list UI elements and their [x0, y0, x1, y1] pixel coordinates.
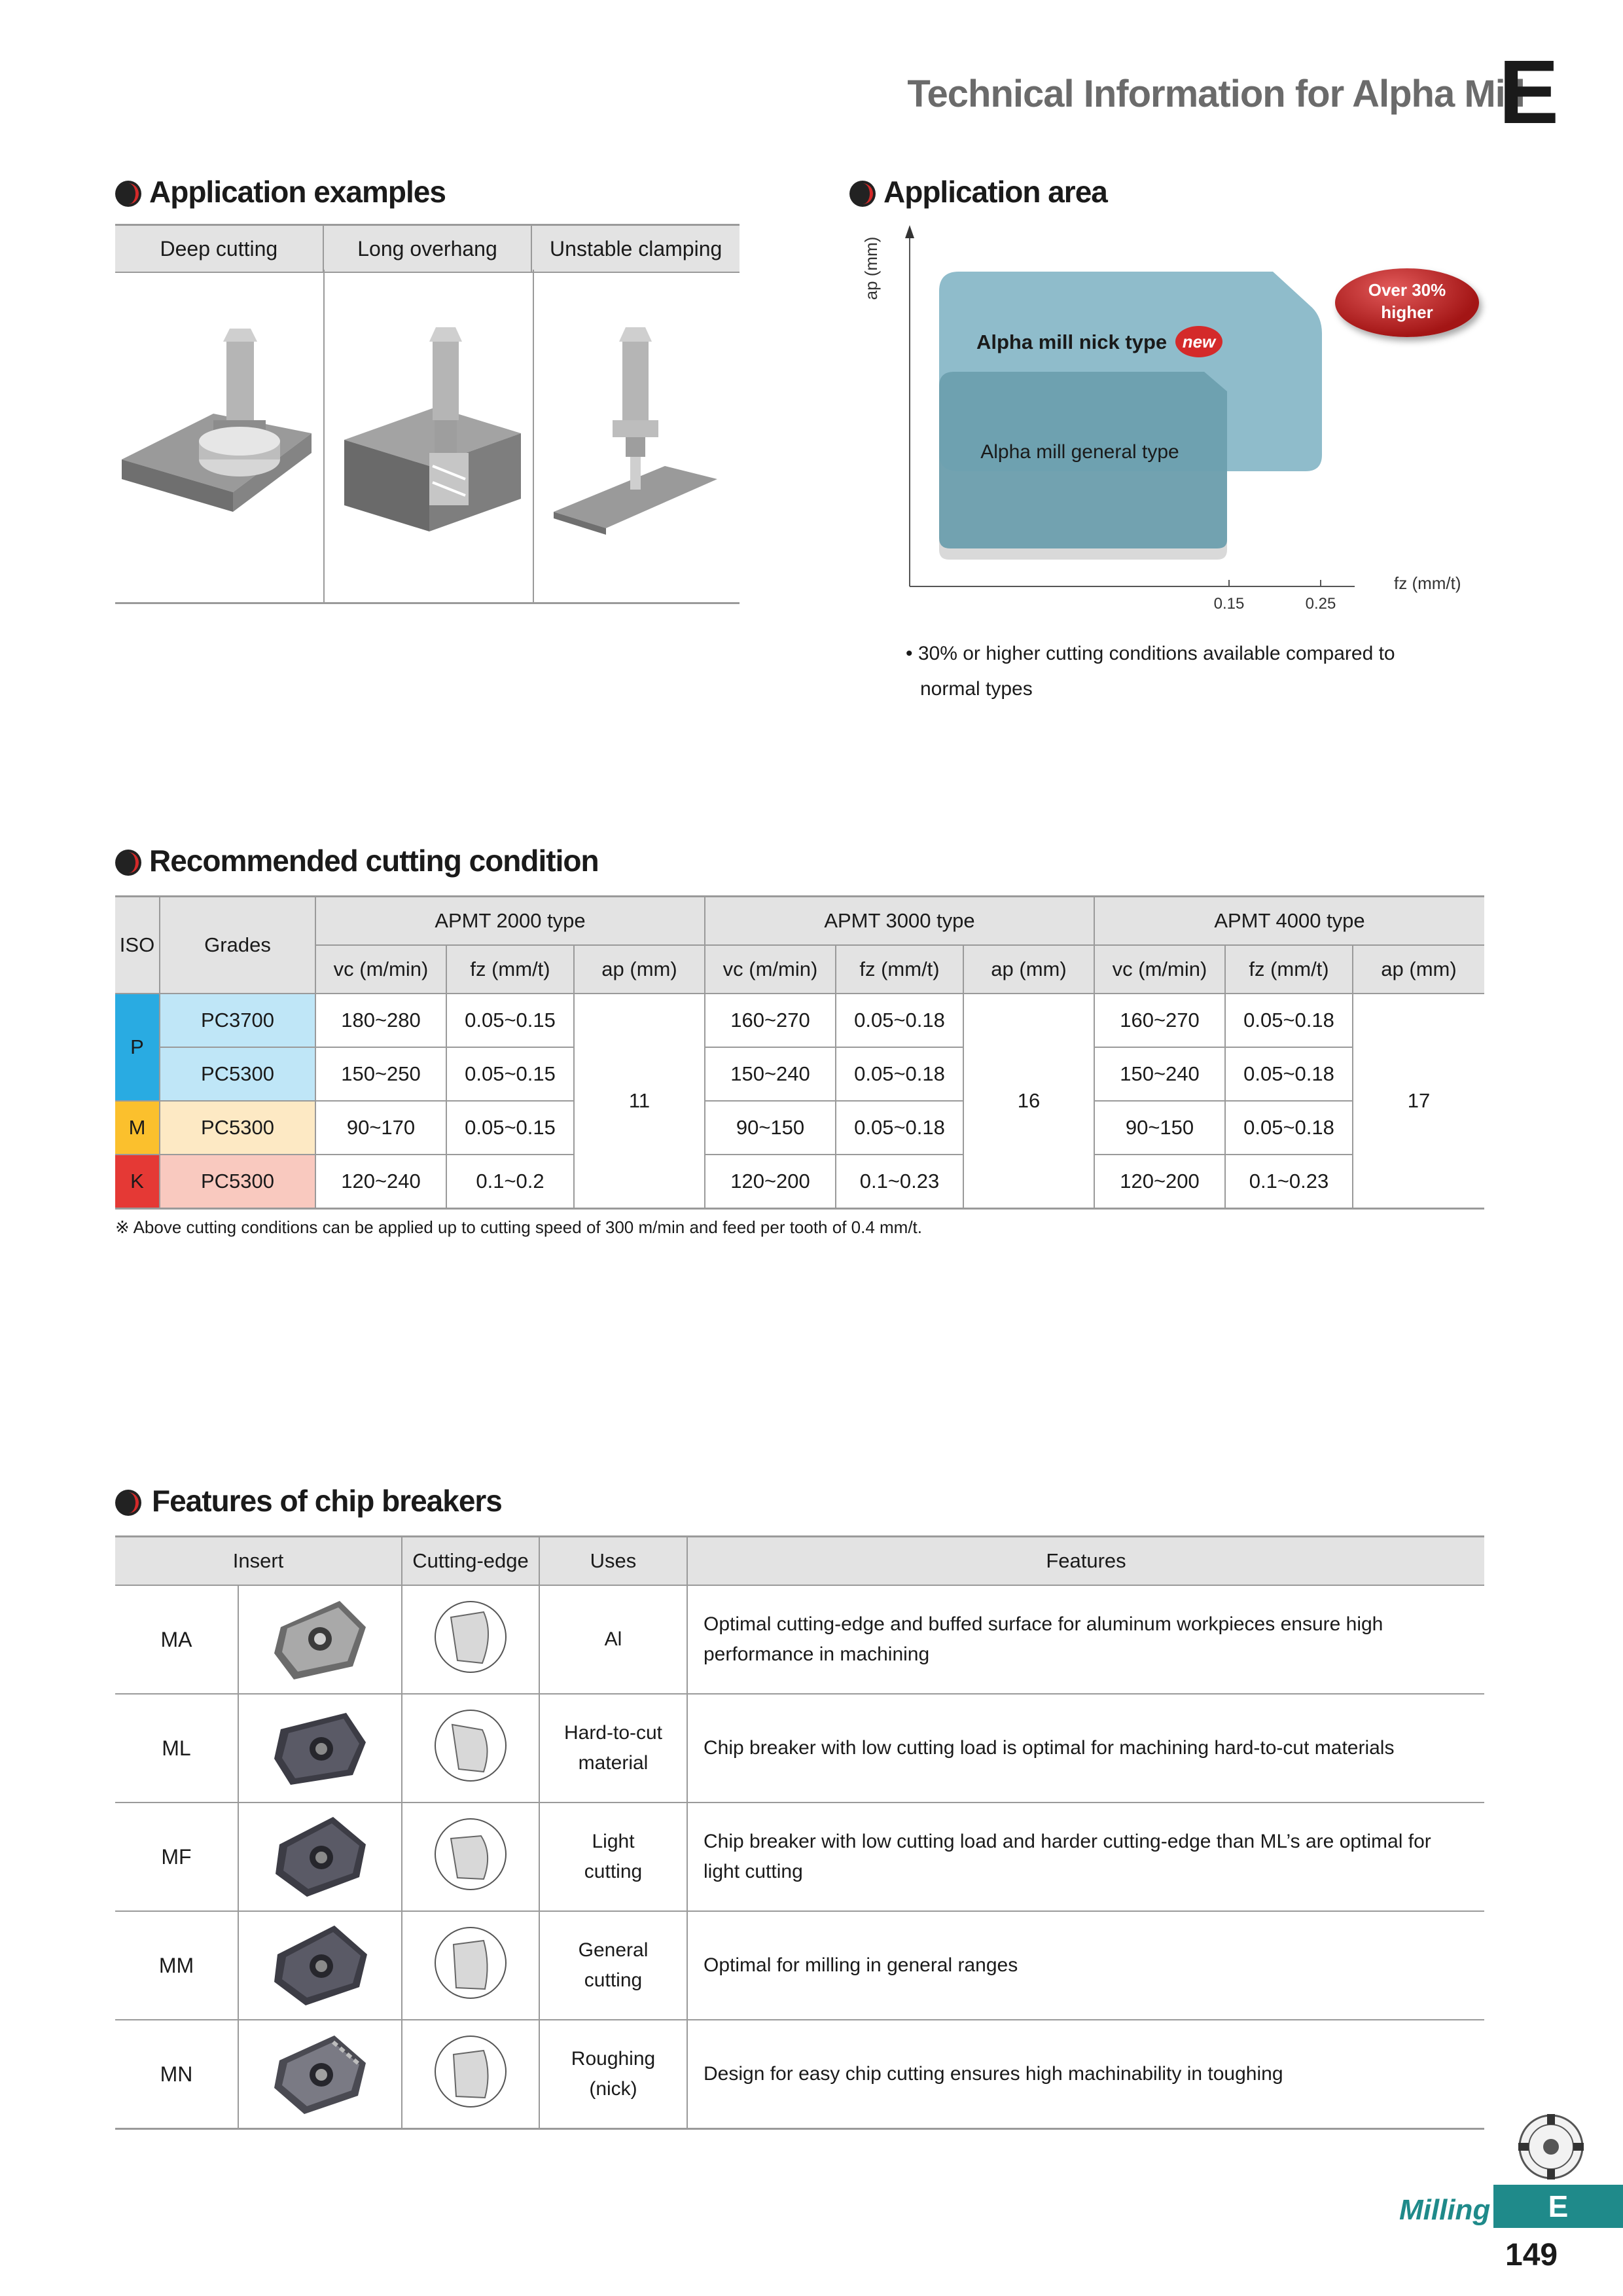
fz-cell: 0.05~0.18: [836, 1101, 963, 1155]
cutting-condition-table: [115, 895, 1484, 1210]
vc-cell: 150~240: [705, 1047, 836, 1101]
long-overhang-illustration: [325, 270, 534, 602]
features-cell: [687, 1694, 1484, 1803]
examples-col-header: Deep cutting: [115, 226, 324, 272]
feature-line: Chip breaker with low cutting load and harder cutting-edge than ML’s are optimal for: [704, 1831, 1431, 1852]
vc-cell: 90~150: [705, 1101, 836, 1155]
subheader: ap (mm): [1353, 945, 1484, 994]
fz-cell: 0.05~0.18: [1225, 1047, 1353, 1101]
type-header: APMT 4000 type: [1094, 897, 1484, 946]
insert-image: [238, 1694, 402, 1803]
fz-cell: 0.05~0.18: [836, 1047, 963, 1101]
subheader: vc (m/min): [705, 945, 836, 994]
vc-cell: 160~270: [705, 994, 836, 1047]
examples-table-header: [115, 224, 740, 273]
section-title-cutting-condition: Recommended cutting condition: [149, 844, 599, 878]
table-row: [115, 1694, 1484, 1803]
fz-cell: 0.05~0.15: [446, 1101, 574, 1155]
vc-cell: 120~200: [705, 1155, 836, 1209]
uses-line: material: [578, 1752, 649, 1774]
cutting-edge-profile-icon: [402, 2020, 539, 2129]
note-line: • 30% or higher cutting conditions available compared to: [906, 643, 1395, 664]
vc-cell: 150~240: [1094, 1047, 1225, 1101]
grade-cell: PC5300: [160, 1101, 315, 1155]
table-row: [115, 1047, 1484, 1101]
features-cell: [687, 1585, 1484, 1694]
vc-cell: 160~270: [1094, 994, 1225, 1047]
features-cell: [687, 1911, 1484, 2020]
vc-cell: 120~240: [315, 1155, 446, 1209]
over-30-badge: [1335, 268, 1479, 337]
application-area-note: [906, 636, 1395, 707]
uses-cell: [539, 2020, 687, 2129]
cutting-edge-profile-icon: [402, 1911, 539, 2020]
badge-line-2: higher: [1381, 302, 1433, 322]
feature-line: Chip breaker with low cutting load is optimal for machining hard-to-cut materials: [704, 1737, 1395, 1759]
grade-cell: PC3700: [160, 994, 315, 1047]
features-header: Features: [687, 1537, 1484, 1586]
subheader: ap (mm): [574, 945, 705, 994]
uses-cell: [539, 1803, 687, 1911]
grades-header: Grades: [160, 897, 315, 994]
feature-line: performance in machining: [704, 1643, 930, 1665]
deep-cutting-illustration: [115, 270, 325, 602]
table-row: [115, 1803, 1484, 1911]
uses-line: Light: [592, 1831, 635, 1852]
iso-header: ISO: [115, 897, 160, 994]
insert-code: MA: [115, 1585, 238, 1694]
vc-cell: 120~200: [1094, 1155, 1225, 1209]
fz-cell: 0.05~0.18: [1225, 1101, 1353, 1155]
chip-breakers-table: [115, 1535, 1484, 2130]
insert-header: Insert: [115, 1537, 402, 1586]
arrow-bullet-icon: [115, 1490, 141, 1516]
grade-cell: PC5300: [160, 1155, 315, 1209]
subheader: fz (mm/t): [1225, 945, 1353, 994]
section-title-application-examples: Application examples: [149, 175, 446, 209]
features-cell: [687, 1803, 1484, 1911]
y-axis-label: ap (mm): [861, 236, 881, 300]
uses-line: General: [578, 1939, 649, 1961]
section-title-chip-breakers: Features of chip breakers: [152, 1484, 502, 1518]
examples-table-body: [115, 270, 740, 604]
insert-code: MM: [115, 1911, 238, 2020]
uses-cell: [539, 1585, 687, 1694]
cutting-edge-header: Cutting-edge: [402, 1537, 539, 1586]
series-label-nick: Alpha mill nick type: [976, 331, 1168, 353]
svg-text:new: new: [1182, 332, 1216, 351]
page-header-title: Technical Information for Alpha Mill: [907, 73, 1525, 115]
insert-image: [238, 1911, 402, 2020]
uses-line: (nick): [589, 2078, 637, 2100]
fz-cell: 0.1~0.23: [836, 1155, 963, 1209]
milling-cutter-icon: [1517, 2113, 1585, 2181]
x-tick-label: 0.15: [1213, 595, 1245, 613]
uses-line: Roughing: [571, 2048, 656, 2070]
new-badge-icon: [1175, 326, 1222, 357]
cutting-edge-profile-icon: [402, 1585, 539, 1694]
fz-cell: 0.05~0.18: [1225, 994, 1353, 1047]
iso-cell-p: P: [115, 994, 160, 1101]
unstable-clamping-illustration: [534, 270, 742, 602]
footer-category: Milling: [1399, 2194, 1491, 2226]
fz-cell: 0.1~0.2: [446, 1155, 574, 1209]
examples-col-header: Unstable clamping: [550, 237, 722, 260]
table-row: [115, 1101, 1484, 1155]
vc-cell: 180~280: [315, 994, 446, 1047]
grade-cell: PC5300: [160, 1047, 315, 1101]
section-letter: E: [1499, 42, 1560, 143]
type-header: APMT 2000 type: [315, 897, 705, 946]
iso-cell-k: K: [115, 1155, 160, 1209]
uses-line: Hard-to-cut: [563, 1722, 663, 1744]
insert-image: [238, 1585, 402, 1694]
table-row: [115, 1155, 1484, 1209]
fz-cell: 0.05~0.15: [446, 1047, 574, 1101]
feature-line: Optimal for milling in general ranges: [704, 1954, 1018, 1976]
vc-cell: 90~150: [1094, 1101, 1225, 1155]
fz-cell: 0.05~0.15: [446, 994, 574, 1047]
type-header: APMT 3000 type: [705, 897, 1094, 946]
badge-line-1: Over 30%: [1368, 280, 1446, 300]
features-cell: [687, 2020, 1484, 2129]
feature-line: Optimal cutting-edge and buffed surface for aluminum workpieces ensure high: [704, 1613, 1383, 1635]
iso-cell-m: M: [115, 1101, 160, 1155]
fz-cell: 0.05~0.18: [836, 994, 963, 1047]
section-title-application-area: Application area: [883, 175, 1107, 209]
uses-line: cutting: [584, 1861, 643, 1882]
x-axis-label: fz (mm/t): [1394, 573, 1461, 593]
note-line: normal types: [920, 678, 1033, 700]
insert-code: ML: [115, 1694, 238, 1803]
insert-code: MN: [115, 2020, 238, 2129]
arrow-bullet-icon: [115, 181, 141, 207]
subheader: ap (mm): [963, 945, 1094, 994]
table-row: [115, 2020, 1484, 2129]
arrow-bullet-icon: [849, 181, 876, 207]
vc-cell: 150~250: [315, 1047, 446, 1101]
x-tick-label: 0.25: [1305, 595, 1336, 613]
subheader: fz (mm/t): [836, 945, 963, 994]
insert-code: MF: [115, 1803, 238, 1911]
table-row: [115, 994, 1484, 1047]
insert-image: [238, 2020, 402, 2129]
uses-line: cutting: [584, 1969, 643, 1991]
cutting-note: ※ Above cutting conditions can be applied up to cutting speed of 300 m/min and feed per tooth of 0.4 mm/t.: [115, 1217, 923, 1237]
ap-cell: 17: [1353, 994, 1484, 1209]
table-row: [115, 1911, 1484, 2020]
uses-cell: [539, 1911, 687, 2020]
ap-cell: 11: [574, 994, 705, 1209]
cutting-edge-profile-icon: [402, 1803, 539, 1911]
feature-line: light cutting: [704, 1861, 803, 1882]
subheader: fz (mm/t): [446, 945, 574, 994]
uses-line: Al: [604, 1628, 622, 1650]
series-label-general: Alpha mill general type: [980, 441, 1179, 463]
feature-line: Design for easy chip cutting ensures high machinability in toughing: [704, 2063, 1283, 2085]
fz-cell: 0.1~0.23: [1225, 1155, 1353, 1209]
cutting-edge-profile-icon: [402, 1694, 539, 1803]
examples-col-header: Long overhang: [324, 226, 533, 272]
ap-cell: 16: [963, 994, 1094, 1209]
insert-image: [238, 1803, 402, 1911]
arrow-bullet-icon: [115, 850, 141, 876]
uses-header: Uses: [539, 1537, 687, 1586]
table-row: [115, 1585, 1484, 1694]
subheader: vc (m/min): [315, 945, 446, 994]
uses-cell: [539, 1694, 687, 1803]
footer-section-box: E: [1493, 2185, 1623, 2228]
subheader: vc (m/min): [1094, 945, 1225, 994]
vc-cell: 90~170: [315, 1101, 446, 1155]
page-number: 149: [1505, 2238, 1558, 2272]
